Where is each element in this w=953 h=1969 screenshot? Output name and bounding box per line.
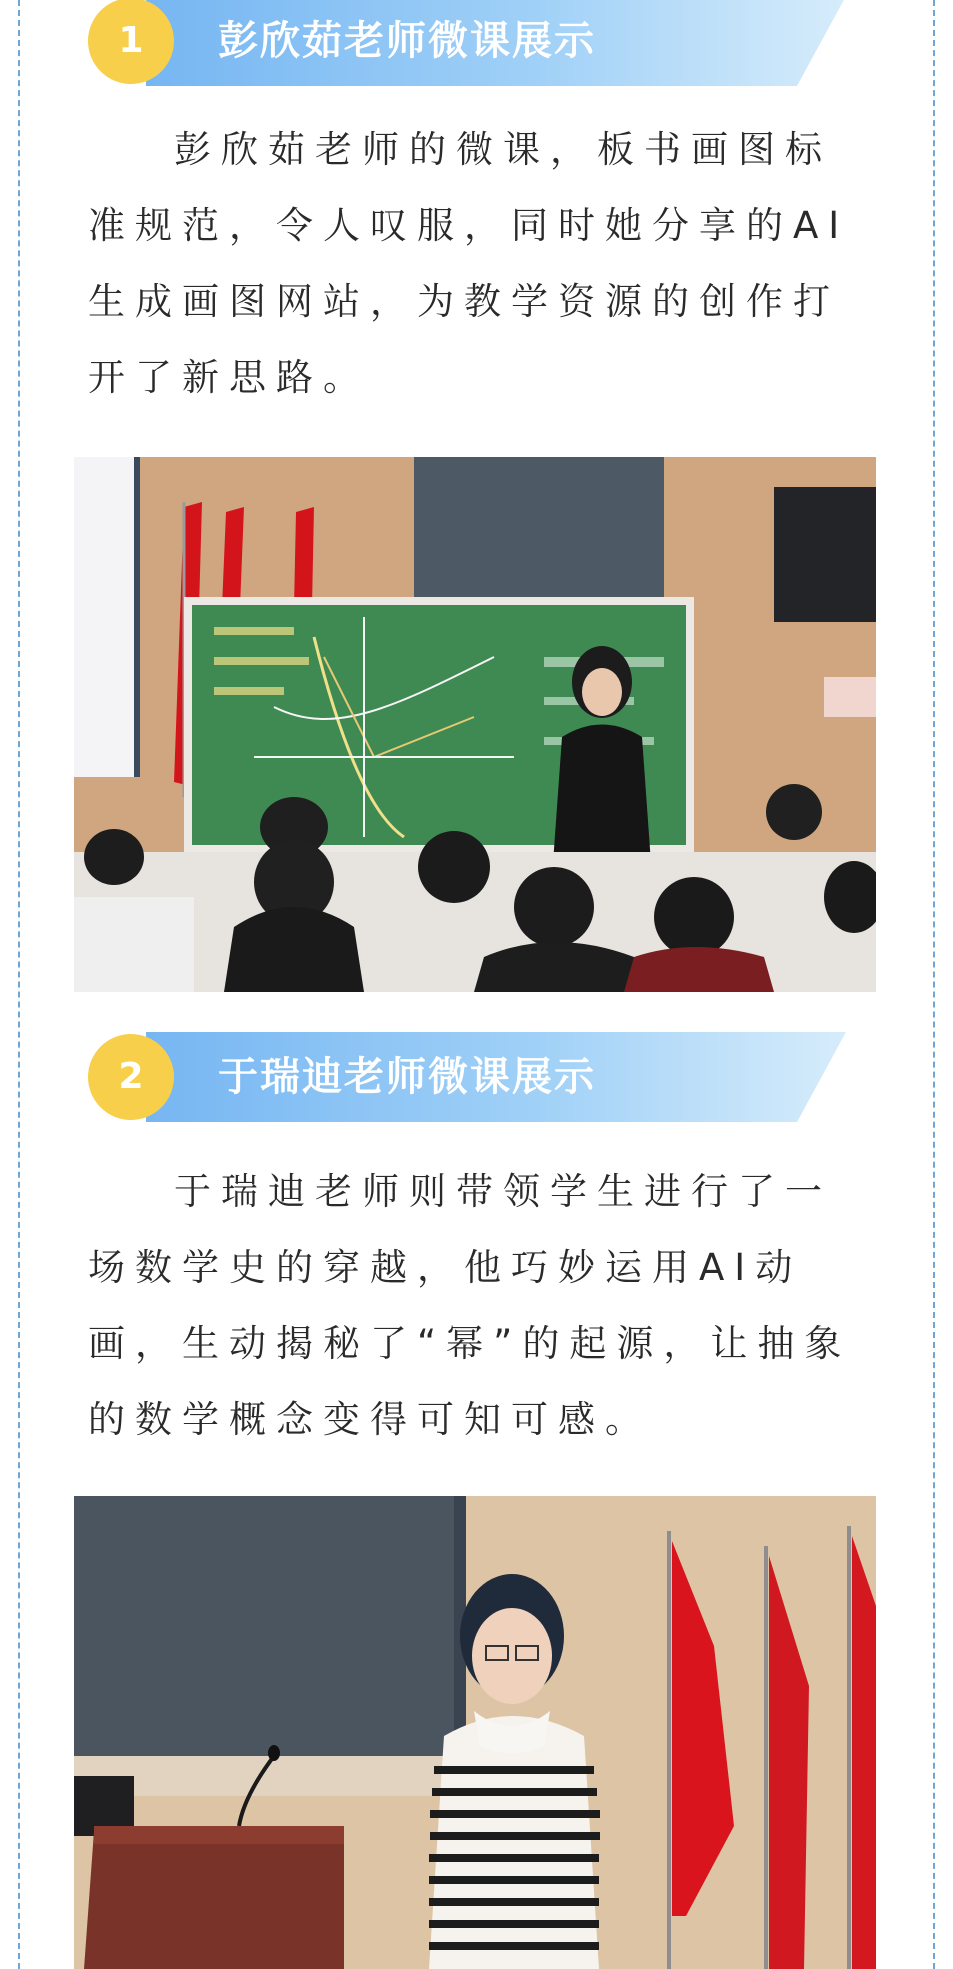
section-2-title: 于瑞迪老师微课展示 [218,1054,596,1100]
section-2-number-badge: 2 [88,1034,174,1120]
left-dashed-border [18,0,20,1969]
section-1-title: 彭欣茹老师微课展示 [218,18,596,64]
section-2-paragraph: 于瑞迪老师则带领学生进行了一场数学史的穿越，他巧妙运用AI动画，生动揭秘了“幂”的起源，让抽象的数学概念变得可知可感。 [88,1170,852,1441]
right-dashed-border [933,0,935,1969]
section-1-paragraph: 彭欣茹老师的微课，板书画图标准规范，令人叹服，同时她分享的AI生成画图网站，为教学资源的创作打开了新思路。 [88,128,850,399]
section-2-teacher-photo [74,1496,876,1969]
section-1-header [88,0,848,86]
section-1-number-badge: 1 [88,0,174,84]
section-2-header [88,1032,848,1122]
section-1-classroom-photo [74,457,876,992]
